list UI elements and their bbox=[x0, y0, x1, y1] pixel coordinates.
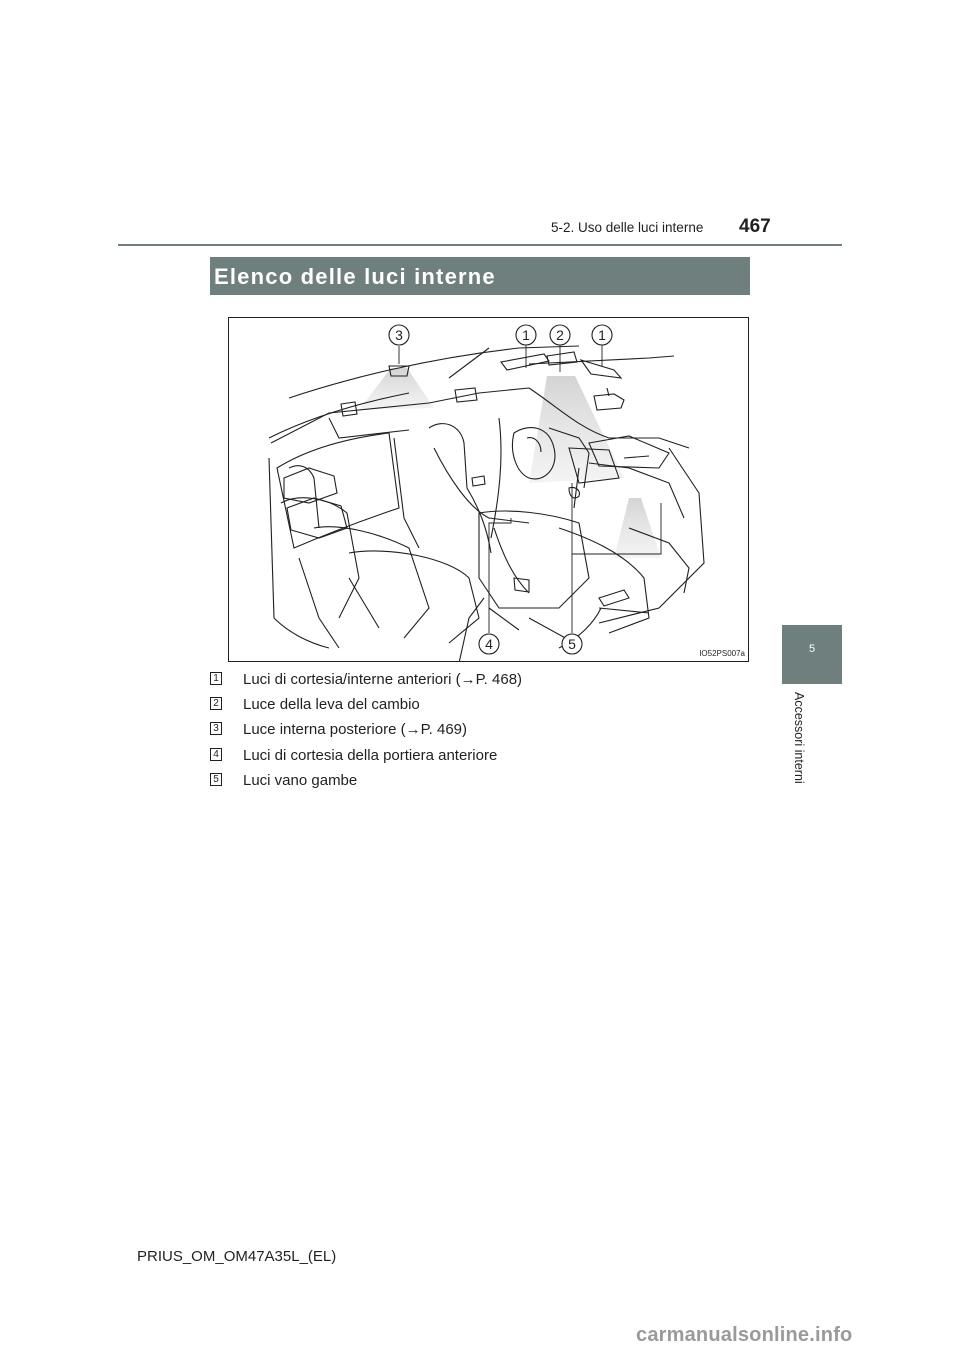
legend-number: 4 bbox=[210, 748, 222, 761]
chapter-tab[interactable] bbox=[782, 625, 842, 684]
legend-number: 5 bbox=[210, 773, 222, 786]
legend-number: 2 bbox=[210, 697, 222, 710]
chapter-label: Accessori interni bbox=[792, 692, 806, 784]
legend-item bbox=[210, 769, 750, 794]
callout-label: 1 bbox=[598, 327, 606, 343]
car-interior-illustration bbox=[229, 318, 748, 661]
header-rule bbox=[118, 244, 842, 246]
figure-code: IO52PS007a bbox=[699, 649, 745, 658]
watermark[interactable]: carmanualsonline.info bbox=[636, 1324, 853, 1346]
legend-text: Luci vano gambe bbox=[243, 771, 358, 789]
callout-label: 3 bbox=[395, 327, 403, 343]
legend-text: Luci di cortesia della portiera anteriore bbox=[243, 746, 498, 764]
callout-label: 1 bbox=[522, 327, 530, 343]
page-number: 467 bbox=[739, 216, 771, 237]
interior-lights-figure bbox=[228, 317, 749, 662]
legend-text: Luce della leva del cambio bbox=[243, 696, 420, 714]
legend-text: Luci di cortesia/interne anteriori (→P. 468) bbox=[243, 671, 523, 688]
legend-item bbox=[210, 744, 750, 769]
legend-item bbox=[210, 668, 750, 693]
legend-number: 1 bbox=[210, 672, 222, 685]
section-reference: 5-2. Uso delle luci interne bbox=[551, 220, 704, 235]
section-title: Elenco delle luci interne bbox=[214, 264, 496, 289]
document-code: PRIUS_OM_OM47A35L_(EL) bbox=[137, 1248, 337, 1265]
legend-number: 3 bbox=[210, 722, 222, 735]
chapter-number: 5 bbox=[808, 643, 816, 655]
legend-item bbox=[210, 693, 750, 718]
callout-leaders bbox=[399, 344, 661, 633]
section-title-bar bbox=[210, 257, 750, 295]
callout-label: 5 bbox=[568, 636, 576, 652]
legend-text: Luce interna posteriore (→P. 469) bbox=[243, 721, 468, 739]
callout-label: 2 bbox=[556, 327, 564, 343]
light-beams bbox=[359, 368, 661, 558]
callout-markers bbox=[389, 325, 612, 654]
callout-label: 4 bbox=[485, 636, 493, 652]
legend-list bbox=[210, 668, 750, 794]
legend-item bbox=[210, 718, 750, 743]
